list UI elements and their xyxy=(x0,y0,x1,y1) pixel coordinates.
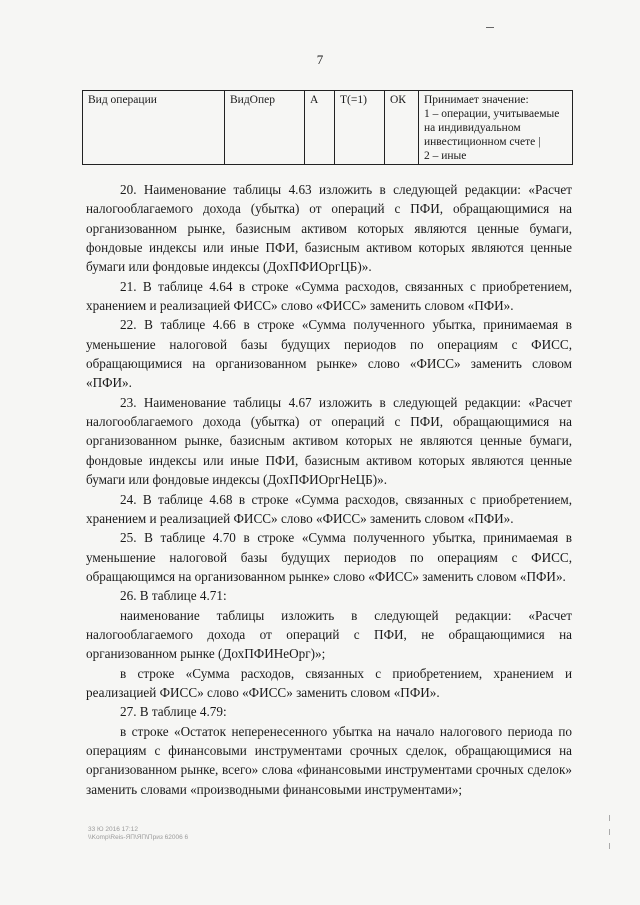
field-values-cell xyxy=(419,91,573,165)
values-line: 2 – иные xyxy=(424,150,467,162)
file-footer xyxy=(88,826,188,842)
table-row xyxy=(83,91,573,165)
values-line: на индивидуальном xyxy=(424,122,521,134)
paragraph: 20. Наименование таблицы 4.63 изложить в следующей редакции: «Расчет налогооблагаемого дохода (убытка) от операций с ПФИ, обращающимися на организованном рынке, базисным активом которых являются ценные бумаги, фондовые индексы или иные ПФИ, базисным активом которых являются ценные бумаги или фондовые индексы (ДохПФИОргЦБ)». xyxy=(86,182,572,275)
field-type-cell: А xyxy=(305,91,335,165)
field-code-cell: ВидОпер xyxy=(225,91,305,165)
values-line: инвестиционном счете | xyxy=(424,136,541,148)
footer-line: 33 Ю 2016 17:12 xyxy=(88,826,138,833)
paragraph: 24. В таблице 4.68 в строке «Сумма расходов, связанных с приобретением, хранением и реализацией ФИСС» слово «ФИСС» заменить словом «ПФИ». xyxy=(86,491,572,526)
paragraph: наименование таблицы изложить в следующей редакции: «Расчет налогооблагаемого дохода от операций с ПФИ, не обращающимися на организованном рынке (ДохПФИНеОрг)»; xyxy=(86,607,572,662)
field-required-cell: ОК xyxy=(385,91,419,165)
scan-marks xyxy=(608,815,612,861)
paragraph: 23. Наименование таблицы 4.67 изложить в следующей редакции: «Расчет налогооблагаемого дохода (убытка) от операций с ПФИ, обращающимися на организованном рынке, базисным активом которых не являются ценные бумаги, фондовые индексы или иные ПФИ, базисным активом которых являются ценные бумаги или фондовые индексы (ДохПФИОргНеЦБ)». xyxy=(86,394,572,488)
paragraph: 25. В таблице 4.70 в строке «Сумма полученного убытка, принимаемая в уменьшение налоговой базы будущих периодов по операциям с ФИСС, обращающимся на организованном рынке» слово «ФИСС» заменить словом «ПФИ». xyxy=(86,530,572,584)
paragraph: 27. В таблице 4.79: xyxy=(120,704,227,720)
paragraph: 21. В таблице 4.64 в строке «Сумма расходов, связанных с приобретением, хранением и реализацией ФИСС» слово «ФИСС» заменить словом «ПФИ». xyxy=(86,278,572,314)
paragraph: 22. В таблице 4.66 в строке «Сумма полученного убытка, принимаемая в уменьшение налоговой базы будущих периодов по операциям с ФИСС, обращающимися на организованном рынке» слово «ФИСС» заменить словом «ПФИ». xyxy=(86,317,572,391)
field-table xyxy=(82,90,573,165)
document-body xyxy=(86,180,572,799)
page-number: 7 xyxy=(316,52,324,67)
scan-mark xyxy=(486,27,494,28)
footer-line: \\Komp\Reis-ЯП\ЯП\Приз 62006 6 xyxy=(88,834,189,841)
field-format-cell: T(=1) xyxy=(335,91,385,165)
values-line: Принимает значение: xyxy=(424,94,529,106)
field-name-cell: Вид операции xyxy=(83,91,225,165)
paragraph: в строке «Остаток неперенесенного убытка на начало налогового периода по операциям с финансовыми инструментами срочных сделок, обращающимися на организованном рынке, всего» слова «финансовыми инструментами срочных сделок» заменить словами «производными финансовыми инструментами»; xyxy=(86,723,572,797)
paragraph: в строке «Сумма расходов, связанных с приобретением, хранением и реализацией ФИСС» слово «ФИСС» заменить словом «ПФИ». xyxy=(86,665,572,700)
values-line: 1 – операции, учитываемые xyxy=(424,108,560,120)
paragraph: 26. В таблице 4.71: xyxy=(120,588,227,604)
